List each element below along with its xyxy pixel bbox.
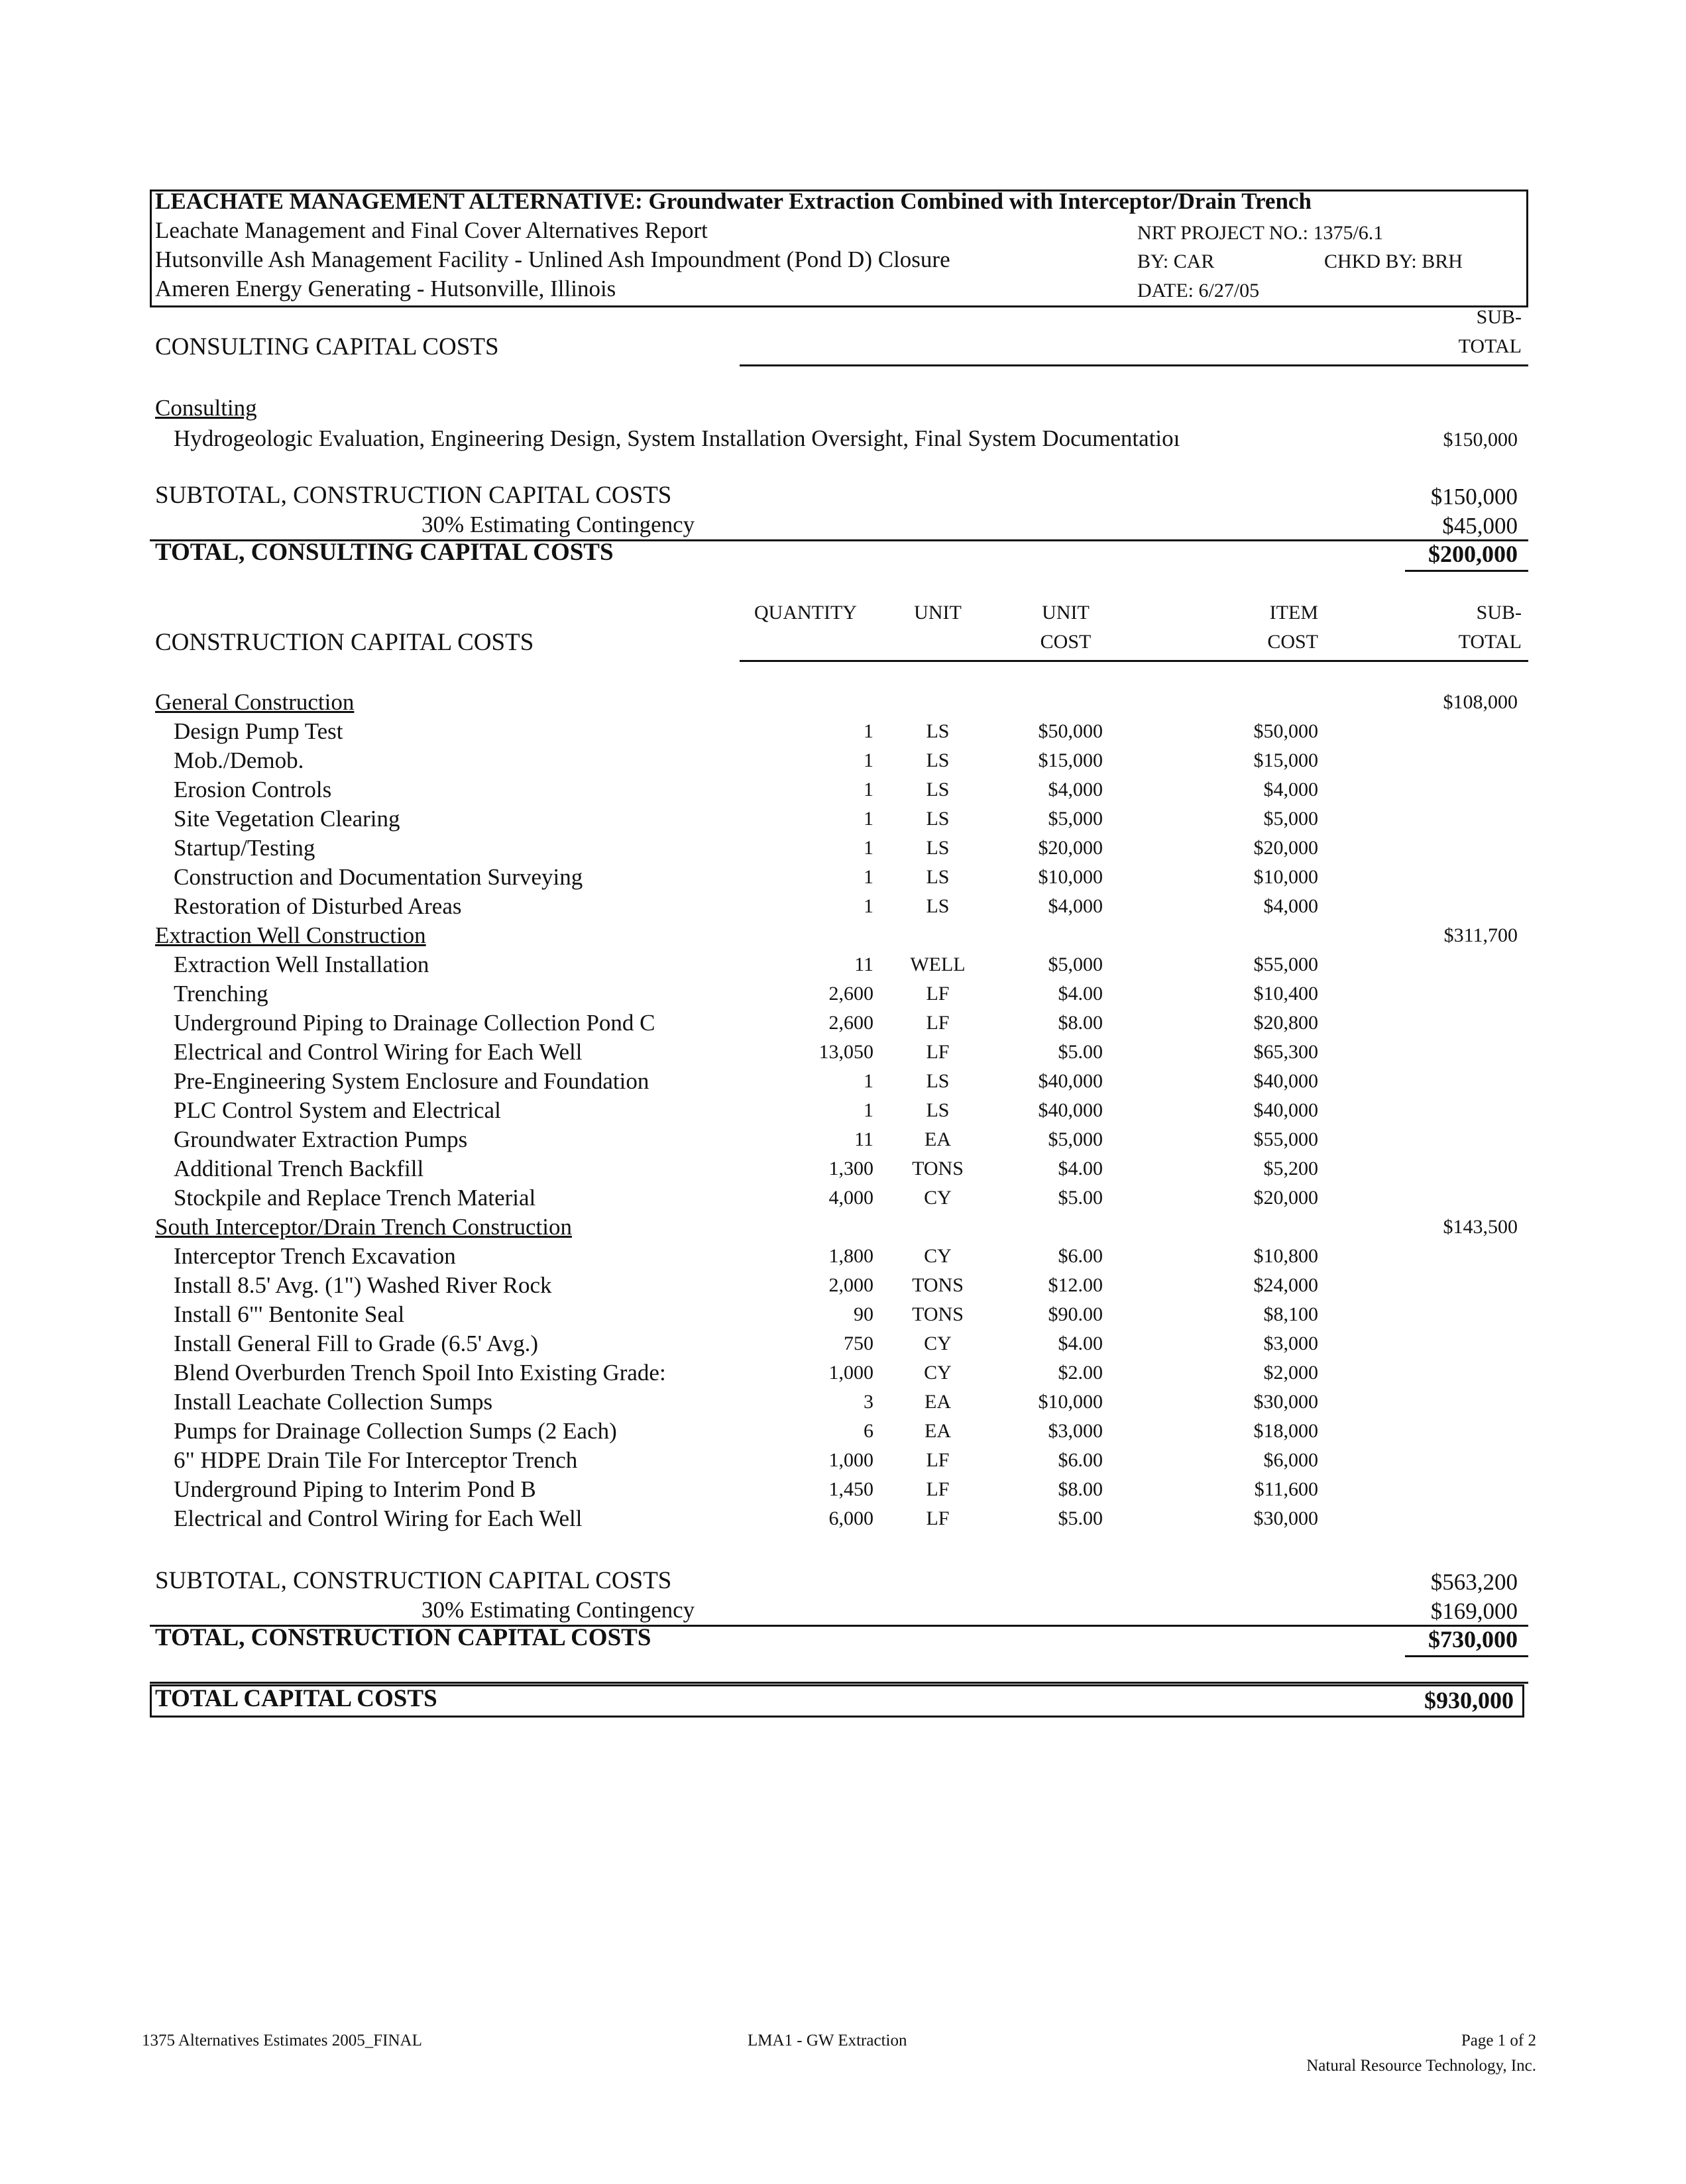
item-cost: $55,000 xyxy=(1253,954,1318,975)
column-header-quantity: QUANTITY xyxy=(754,602,857,624)
item-quantity: 13,050 xyxy=(818,1041,873,1063)
item-unit-cost: $4,000 xyxy=(1048,779,1103,800)
item-unit-cost: $4,000 xyxy=(1048,895,1103,917)
item-unit: TONS xyxy=(912,1274,964,1296)
item-quantity: 1 xyxy=(864,866,873,888)
item-unit: CY xyxy=(924,1187,952,1209)
table-row xyxy=(0,1329,1686,1358)
table-row xyxy=(0,1358,1686,1388)
item-cost: $30,000 xyxy=(1253,1507,1318,1529)
construction-heading: CONSTRUCTION CAPITAL COSTS xyxy=(155,629,534,656)
item-quantity: 2,600 xyxy=(828,1012,873,1034)
item-description: Electrical and Control Wiring for Each Well xyxy=(174,1039,583,1065)
item-description: 6" HDPE Drain Tile For Interceptor Trench xyxy=(174,1447,578,1473)
item-unit: EA xyxy=(925,1128,951,1150)
item-unit: LF xyxy=(926,983,950,1005)
table-row xyxy=(0,1067,1686,1096)
column-header-subtotal-1: SUB- xyxy=(1476,602,1522,624)
item-quantity: 1 xyxy=(864,895,873,917)
grand-total-label: TOTAL CAPITAL COSTS xyxy=(155,1685,437,1712)
item-cost: $24,000 xyxy=(1253,1274,1318,1296)
item-quantity: 1 xyxy=(864,1099,873,1121)
item-description: Trenching xyxy=(174,981,268,1007)
item-unit-cost: $8.00 xyxy=(1058,1478,1103,1500)
table-row xyxy=(0,1271,1686,1300)
item-quantity: 2,600 xyxy=(828,983,873,1005)
item-cost: $2,000 xyxy=(1263,1362,1318,1384)
item-unit: LS xyxy=(926,720,950,742)
consulting-total-value: $200,000 xyxy=(1428,541,1518,567)
consulting-heading-rule xyxy=(740,364,1528,366)
item-quantity: 11 xyxy=(854,1128,873,1150)
table-row xyxy=(0,834,1686,863)
item-quantity: 1,000 xyxy=(828,1362,873,1384)
item-quantity: 1 xyxy=(864,808,873,830)
table-row xyxy=(0,1154,1686,1183)
item-unit: LS xyxy=(926,895,950,917)
footer-page-number: Page 1 of 2 xyxy=(1461,2032,1536,2049)
table-row xyxy=(0,892,1686,921)
item-unit-cost: $6.00 xyxy=(1058,1449,1103,1471)
subtotal-column-header-1: SUB- xyxy=(1476,306,1522,328)
item-unit: CY xyxy=(924,1362,952,1384)
item-quantity: 1 xyxy=(864,837,873,859)
item-cost: $3,000 xyxy=(1263,1333,1318,1354)
item-cost: $30,000 xyxy=(1253,1391,1318,1413)
item-unit-cost: $40,000 xyxy=(1038,1099,1103,1121)
item-description: PLC Control System and Electrical xyxy=(174,1097,501,1123)
consulting-subtotal-label: SUBTOTAL, CONSTRUCTION CAPITAL COSTS xyxy=(155,482,672,509)
item-unit-cost: $5.00 xyxy=(1058,1041,1103,1063)
item-unit: LS xyxy=(926,837,950,859)
item-unit: CY xyxy=(924,1333,952,1354)
table-row xyxy=(0,1009,1686,1038)
table-row xyxy=(0,775,1686,804)
report-name: Leachate Management and Final Cover Alternatives Report xyxy=(155,217,708,243)
section-row xyxy=(0,688,1686,717)
item-description: Design Pump Test xyxy=(174,718,343,744)
item-description: Erosion Controls xyxy=(174,777,332,802)
item-cost: $20,000 xyxy=(1253,837,1318,859)
item-description: Interceptor Trench Excavation xyxy=(174,1243,456,1269)
section-label: Extraction Well Construction xyxy=(155,922,426,948)
table-row xyxy=(0,979,1686,1009)
item-description: Install General Fill to Grade (6.5' Avg.) xyxy=(174,1331,538,1356)
item-cost: $5,200 xyxy=(1263,1158,1318,1179)
section-label: South Interceptor/Drain Trench Construction xyxy=(155,1214,572,1240)
item-quantity: 3 xyxy=(864,1391,873,1413)
item-unit-cost: $15,000 xyxy=(1038,749,1103,771)
item-description: Install 6"' Bentonite Seal xyxy=(174,1301,405,1327)
client-name: Ameren Energy Generating - Hutsonville, Illinois xyxy=(155,276,616,301)
item-description: Construction and Documentation Surveying xyxy=(174,864,583,890)
item-cost: $20,000 xyxy=(1253,1187,1318,1209)
item-unit-cost: $8.00 xyxy=(1058,1012,1103,1034)
construction-subtotal-value: $563,200 xyxy=(1430,1569,1518,1595)
item-description: Site Vegetation Clearing xyxy=(174,806,400,832)
table-row xyxy=(0,863,1686,892)
item-unit: LF xyxy=(926,1449,950,1471)
item-unit-cost: $4.00 xyxy=(1058,983,1103,1005)
footer-company: Natural Resource Technology, Inc. xyxy=(1306,2057,1536,2075)
section-subtotal: $108,000 xyxy=(1443,691,1518,713)
item-description: Underground Piping to Drainage Collection Pond C xyxy=(174,1010,655,1036)
item-unit: LF xyxy=(926,1478,950,1500)
consulting-contingency-label: 30% Estimating Contingency xyxy=(422,512,695,537)
construction-total-value: $730,000 xyxy=(1428,1626,1518,1653)
item-unit: LS xyxy=(926,1099,950,1121)
item-unit-cost: $5,000 xyxy=(1048,1128,1103,1150)
item-description: Blend Overburden Trench Spoil Into Existing Grade: xyxy=(174,1360,666,1386)
item-unit: WELL xyxy=(910,954,966,975)
item-quantity: 1 xyxy=(864,749,873,771)
consulting-section-label: Consulting xyxy=(155,395,257,421)
item-unit-cost: $6.00 xyxy=(1058,1245,1103,1267)
table-row xyxy=(0,1038,1686,1067)
construction-total-label: TOTAL, CONSTRUCTION CAPITAL COSTS xyxy=(155,1624,651,1651)
item-quantity: 1,000 xyxy=(828,1449,873,1471)
consulting-item-description: Hydrogeologic Evaluation, Engineering Design, System Installation Oversight, Final System Documentatioı xyxy=(174,425,1180,451)
item-unit-cost: $10,000 xyxy=(1038,866,1103,888)
item-unit-cost: $40,000 xyxy=(1038,1070,1103,1092)
table-row xyxy=(0,804,1686,834)
section-label: General Construction xyxy=(155,689,355,715)
table-row xyxy=(0,1446,1686,1475)
item-unit: LS xyxy=(926,808,950,830)
item-description: Pre-Engineering System Enclosure and Foundation xyxy=(174,1068,649,1094)
item-description: Install 8.5' Avg. (1") Washed River Rock xyxy=(174,1272,552,1298)
item-unit: TONS xyxy=(912,1303,964,1325)
item-unit-cost: $20,000 xyxy=(1038,837,1103,859)
item-cost: $40,000 xyxy=(1253,1099,1318,1121)
item-unit: LS xyxy=(926,866,950,888)
item-description: Install Leachate Collection Sumps xyxy=(174,1389,493,1415)
table-row xyxy=(0,1504,1686,1533)
item-cost: $4,000 xyxy=(1263,779,1318,800)
item-cost: $40,000 xyxy=(1253,1070,1318,1092)
item-unit-cost: $5.00 xyxy=(1058,1507,1103,1529)
table-row xyxy=(0,1183,1686,1213)
table-row xyxy=(0,1125,1686,1154)
item-cost: $11,600 xyxy=(1254,1478,1318,1500)
item-quantity: 11 xyxy=(854,954,873,975)
item-cost: $15,000 xyxy=(1253,749,1318,771)
item-quantity: 90 xyxy=(854,1303,873,1325)
item-unit-cost: $5,000 xyxy=(1048,808,1103,830)
section-subtotal: $143,500 xyxy=(1443,1216,1518,1238)
footer-sheet-name: LMA1 - GW Extraction xyxy=(748,2032,907,2049)
consulting-total-underline xyxy=(1405,570,1528,572)
item-quantity: 750 xyxy=(844,1333,873,1354)
construction-subtotal-label: SUBTOTAL, CONSTRUCTION CAPITAL COSTS xyxy=(155,1567,672,1594)
item-cost: $8,100 xyxy=(1263,1303,1318,1325)
column-header-item-cost-1: ITEM xyxy=(1269,602,1318,624)
consulting-subtotal-value: $150,000 xyxy=(1430,484,1518,510)
item-description: Additional Trench Backfill xyxy=(174,1156,424,1181)
item-quantity: 1,800 xyxy=(828,1245,873,1267)
item-unit-cost: $2.00 xyxy=(1058,1362,1103,1384)
consulting-total-label: TOTAL, CONSULTING CAPITAL COSTS xyxy=(155,539,614,566)
item-quantity: 6 xyxy=(864,1420,873,1442)
item-unit: EA xyxy=(925,1420,951,1442)
item-cost: $65,300 xyxy=(1253,1041,1318,1063)
table-row xyxy=(0,1475,1686,1504)
item-cost: $10,800 xyxy=(1253,1245,1318,1267)
checked-by: CHKD BY: BRH xyxy=(1324,250,1463,272)
item-unit-cost: $12.00 xyxy=(1048,1274,1103,1296)
table-row xyxy=(0,1096,1686,1125)
prepared-by: BY: CAR xyxy=(1137,250,1215,272)
construction-heading-rule xyxy=(740,660,1528,662)
consulting-contingency-value: $45,000 xyxy=(1442,513,1518,539)
item-unit-cost: $4.00 xyxy=(1058,1333,1103,1354)
item-cost: $55,000 xyxy=(1253,1128,1318,1150)
item-description: Groundwater Extraction Pumps xyxy=(174,1126,468,1152)
item-unit: LF xyxy=(926,1507,950,1529)
table-row xyxy=(0,1300,1686,1329)
table-row xyxy=(0,746,1686,775)
item-unit-cost: $5,000 xyxy=(1048,954,1103,975)
item-quantity: 1,450 xyxy=(828,1478,873,1500)
item-unit-cost: $5.00 xyxy=(1058,1187,1103,1209)
column-header-unit-cost-2: COST xyxy=(1040,631,1092,653)
table-row xyxy=(0,1388,1686,1417)
item-cost: $50,000 xyxy=(1253,720,1318,742)
item-unit: TONS xyxy=(912,1158,964,1179)
column-header-subtotal-2: TOTAL xyxy=(1458,631,1522,653)
section-row xyxy=(0,1213,1686,1242)
item-description: Electrical and Control Wiring for Each Well xyxy=(174,1505,583,1531)
facility-name: Hutsonville Ash Management Facility - Unlined Ash Impoundment (Pond D) Closure xyxy=(155,246,950,272)
grand-total-top-rule xyxy=(150,1682,1528,1684)
item-unit: LF xyxy=(926,1041,950,1063)
item-cost: $18,000 xyxy=(1253,1420,1318,1442)
item-cost: $10,400 xyxy=(1253,983,1318,1005)
item-unit: EA xyxy=(925,1391,951,1413)
item-unit-cost: $90.00 xyxy=(1048,1303,1103,1325)
item-cost: $6,000 xyxy=(1263,1449,1318,1471)
item-description: Restoration of Disturbed Areas xyxy=(174,893,462,919)
item-unit-cost: $50,000 xyxy=(1038,720,1103,742)
consulting-item-subtotal: $150,000 xyxy=(1443,429,1518,451)
construction-contingency-value: $169,000 xyxy=(1430,1598,1518,1624)
item-quantity: 1,300 xyxy=(828,1158,873,1179)
item-description: Extraction Well Installation xyxy=(174,952,429,977)
item-unit-cost: $3,000 xyxy=(1048,1420,1103,1442)
item-unit-cost: $10,000 xyxy=(1038,1391,1103,1413)
column-header-unit: UNIT xyxy=(914,602,962,624)
column-header-unit-cost-1: UNIT xyxy=(1042,602,1090,624)
item-cost: $4,000 xyxy=(1263,895,1318,917)
item-unit: CY xyxy=(924,1245,952,1267)
item-unit: LS xyxy=(926,1070,950,1092)
subtotal-column-header-2: TOTAL xyxy=(1458,335,1522,357)
section-subtotal: $311,700 xyxy=(1443,924,1518,946)
item-quantity: 1 xyxy=(864,1070,873,1092)
item-quantity: 6,000 xyxy=(828,1507,873,1529)
item-unit: LS xyxy=(926,779,950,800)
table-row xyxy=(0,1417,1686,1446)
table-row xyxy=(0,1242,1686,1271)
column-header-item-cost-2: COST xyxy=(1267,631,1318,653)
table-row xyxy=(0,950,1686,979)
item-quantity: 1 xyxy=(864,779,873,800)
section-row xyxy=(0,921,1686,950)
item-unit-cost: $4.00 xyxy=(1058,1158,1103,1179)
construction-contingency-label: 30% Estimating Contingency xyxy=(422,1597,695,1623)
item-description: Startup/Testing xyxy=(174,835,315,861)
consulting-heading: CONSULTING CAPITAL COSTS xyxy=(155,333,499,360)
footer-filename: 1375 Alternatives Estimates 2005_FINAL xyxy=(142,2032,422,2049)
table-row xyxy=(0,717,1686,746)
item-quantity: 1 xyxy=(864,720,873,742)
item-quantity: 2,000 xyxy=(828,1274,873,1296)
item-description: Underground Piping to Interim Pond B xyxy=(174,1476,536,1502)
item-description: Pumps for Drainage Collection Sumps (2 Each) xyxy=(174,1418,617,1444)
item-unit: LF xyxy=(926,1012,950,1034)
item-cost: $10,000 xyxy=(1253,866,1318,888)
item-cost: $5,000 xyxy=(1263,808,1318,830)
date: DATE: 6/27/05 xyxy=(1137,280,1260,301)
project-number: NRT PROJECT NO.: 1375/6.1 xyxy=(1137,222,1384,244)
item-quantity: 4,000 xyxy=(828,1187,873,1209)
construction-total-underline xyxy=(1405,1655,1528,1657)
item-unit: LS xyxy=(926,749,950,771)
document-title: LEACHATE MANAGEMENT ALTERNATIVE: Groundwater Extraction Combined with Interceptor/Drain Trench xyxy=(155,188,1312,214)
item-description: Stockpile and Replace Trench Material xyxy=(174,1185,536,1211)
grand-total-value: $930,000 xyxy=(1424,1687,1514,1714)
item-description: Mob./Demob. xyxy=(174,747,304,773)
item-cost: $20,800 xyxy=(1253,1012,1318,1034)
